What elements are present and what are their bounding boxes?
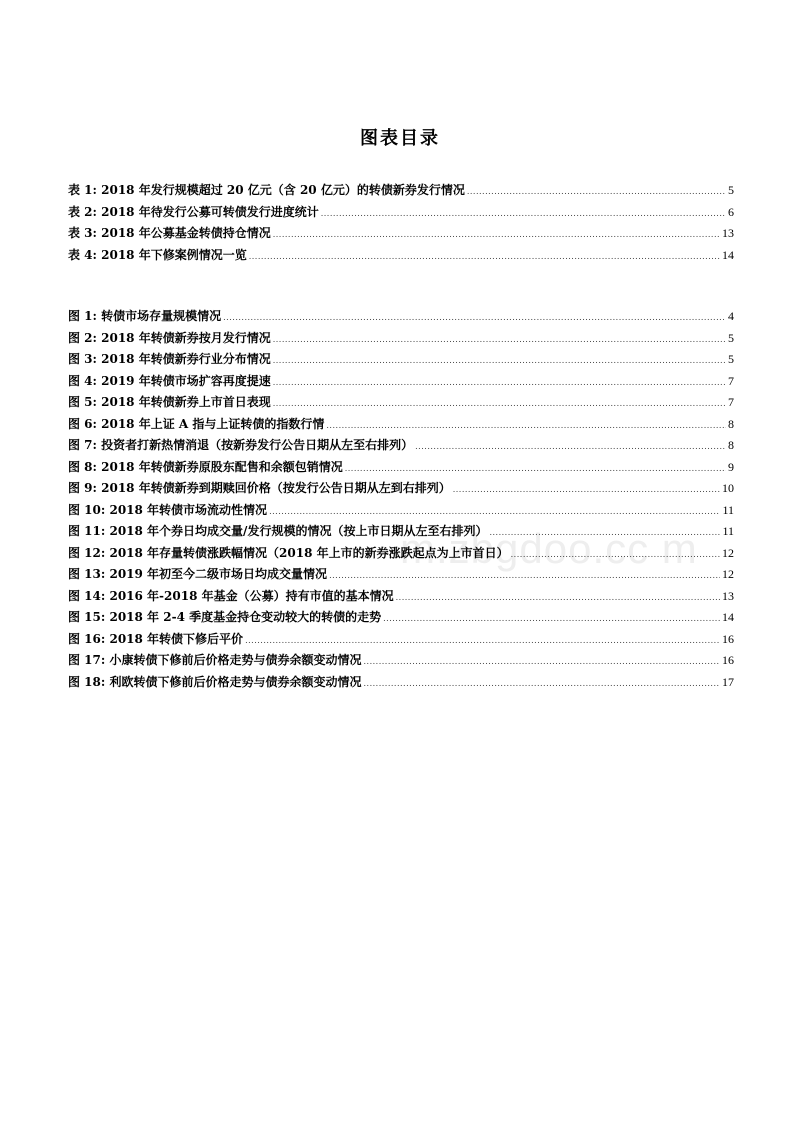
toc-entry-page: 12 xyxy=(722,567,734,581)
toc-entry-label: 图 10: 2018 年转债市场流动性情况 xyxy=(68,502,268,517)
leader-dots xyxy=(273,224,720,246)
toc-entry-table-4[interactable] xyxy=(68,245,734,267)
toc-entry-page: 16 xyxy=(722,653,734,667)
toc-entry-label: 图 1: 转债市场存量规模情况 xyxy=(68,309,222,323)
toc-entry-figure-18[interactable] xyxy=(68,672,734,694)
toc-entry-label: 图 17: 小康转债下修前后价格走势与债券余额变动情况 xyxy=(68,653,362,667)
toc-entry-page: 10 xyxy=(722,481,734,495)
leader-dots xyxy=(511,544,720,566)
toc-entry-figure-5[interactable] xyxy=(68,392,734,414)
toc-entry-page: 9 xyxy=(728,459,734,474)
leader-dots xyxy=(249,246,720,268)
leader-dots xyxy=(321,203,726,225)
leader-dots xyxy=(364,651,721,673)
toc-entry-label: 图 18: 利欧转债下修前后价格走势与债券余额变动情况 xyxy=(68,674,362,689)
toc-entry-page: 5 xyxy=(728,330,734,345)
leader-dots xyxy=(245,630,720,652)
toc-entry-page: 14 xyxy=(722,610,734,624)
leader-dots xyxy=(489,522,720,544)
toc-entry-figure-13[interactable] xyxy=(68,564,734,586)
leader-dots xyxy=(223,307,726,329)
toc-entry-page: 6 xyxy=(728,204,734,219)
toc-entry-label: 图 9: 2018 年转债新券到期赎回价格（按发行公告日期从左到右排列） xyxy=(68,481,451,495)
toc-entry-table-2[interactable] xyxy=(68,202,734,224)
toc-entry-label: 表 2: 2018 年待发行公募可转债发行进度统计 xyxy=(68,204,319,219)
toc-entry-label: 图 4: 2019 年转债市场扩容再度提速 xyxy=(68,373,271,388)
toc-entry-figure-2[interactable] xyxy=(68,328,734,350)
toc-entry-page: 5 xyxy=(728,352,734,366)
toc-entry-figure-10[interactable] xyxy=(68,500,734,522)
leader-dots xyxy=(453,479,720,501)
toc-entry-page: 8 xyxy=(728,438,734,452)
toc-entry-table-1[interactable] xyxy=(68,180,734,202)
leader-dots xyxy=(364,673,721,695)
leader-dots xyxy=(383,608,720,630)
toc-entry-label: 图 11: 2018 年个券日均成交量/发行规模的情况（按上市日期从左至右排列） xyxy=(68,524,488,538)
toc-entry-label: 图 16: 2018 年转债下修后平价 xyxy=(68,631,244,646)
toc-entry-page: 7 xyxy=(728,395,734,409)
toc-entry-page: 4 xyxy=(728,309,734,323)
toc-entry-page: 12 xyxy=(722,545,734,560)
leader-dots xyxy=(273,350,726,372)
toc-entry-figure-15[interactable] xyxy=(68,607,734,629)
toc-entry-label: 图 15: 2018 年 2-4 季度基金持仓变动较大的转债的走势 xyxy=(68,610,382,624)
toc-entry-figure-1[interactable] xyxy=(68,306,734,328)
toc-entry-label: 图 6: 2018 年上证 A 指与上证转债的指数行情 xyxy=(68,416,325,431)
toc-entry-label: 表 1: 2018 年发行规模超过 20 亿元（含 20 亿元）的转债新券发行情况 xyxy=(68,183,465,197)
leader-dots xyxy=(415,436,726,458)
leader-dots xyxy=(273,372,726,394)
toc-entry-figure-4[interactable] xyxy=(68,371,734,393)
toc-entry-label: 图 8: 2018 年转债新券原股东配售和余额包销情况 xyxy=(68,459,343,474)
toc-entry-label: 表 3: 2018 年公募基金转债持仓情况 xyxy=(68,226,271,240)
toc-entry-figure-12[interactable] xyxy=(68,543,734,565)
toc-entry-figure-16[interactable] xyxy=(68,629,734,651)
toc-entry-label: 表 4: 2018 年下修案例情况一览 xyxy=(68,247,247,262)
toc-entry-page: 11 xyxy=(722,502,734,517)
toc-entry-page: 16 xyxy=(722,631,734,646)
toc-entry-page: 13 xyxy=(722,226,734,240)
toc-entry-page: 11 xyxy=(722,524,734,538)
toc-entry-figure-11[interactable] xyxy=(68,521,734,543)
toc-entry-figure-7[interactable] xyxy=(68,435,734,457)
toc-entry-page: 17 xyxy=(722,674,734,689)
toc-entry-figure-3[interactable] xyxy=(68,349,734,371)
toc-entry-label: 图 13: 2019 年初至今二级市场日均成交量情况 xyxy=(68,567,328,581)
leader-dots xyxy=(396,587,720,609)
toc-entry-label: 图 5: 2018 年转债新券上市首日表现 xyxy=(68,395,271,409)
leader-dots xyxy=(273,329,726,351)
leader-dots xyxy=(329,565,720,587)
toc-entry-figure-14[interactable] xyxy=(68,586,734,608)
toc-entry-label: 图 7: 投资者打新热情消退（按新券发行公告日期从左至右排列） xyxy=(68,438,414,452)
toc-entry-page: 5 xyxy=(728,183,734,197)
toc-entry-figure-9[interactable] xyxy=(68,478,734,500)
toc-entry-label: 图 2: 2018 年转债新券按月发行情况 xyxy=(68,330,271,345)
toc-entry-figure-6[interactable] xyxy=(68,414,734,436)
toc-entry-figure-8[interactable] xyxy=(68,457,734,479)
leader-dots xyxy=(345,458,726,480)
toc-entry-label: 图 3: 2018 年转债新券行业分布情况 xyxy=(68,352,271,366)
leader-dots xyxy=(326,415,726,437)
table-list xyxy=(68,180,734,266)
page-title: 图表目录 xyxy=(360,128,440,149)
toc-entry-page: 13 xyxy=(722,588,734,603)
leader-dots xyxy=(273,393,726,415)
toc-entry-page: 7 xyxy=(728,373,734,388)
leader-dots xyxy=(467,181,726,203)
toc-entry-table-3[interactable] xyxy=(68,223,734,245)
toc-entry-page: 8 xyxy=(728,416,734,431)
watermark: m.zbgdoo.cc m xyxy=(400,525,698,572)
toc-entry-page: 14 xyxy=(722,247,734,262)
figure-list xyxy=(68,306,734,693)
toc-entry-figure-17[interactable] xyxy=(68,650,734,672)
toc-entry-label: 图 12: 2018 年存量转债涨跌幅情况（2018 年上市的新券涨跌起点为上市首日） xyxy=(68,545,509,560)
toc-entry-label: 图 14: 2016 年-2018 年基金（公募）持有市值的基本情况 xyxy=(68,588,394,603)
leader-dots xyxy=(269,501,720,523)
